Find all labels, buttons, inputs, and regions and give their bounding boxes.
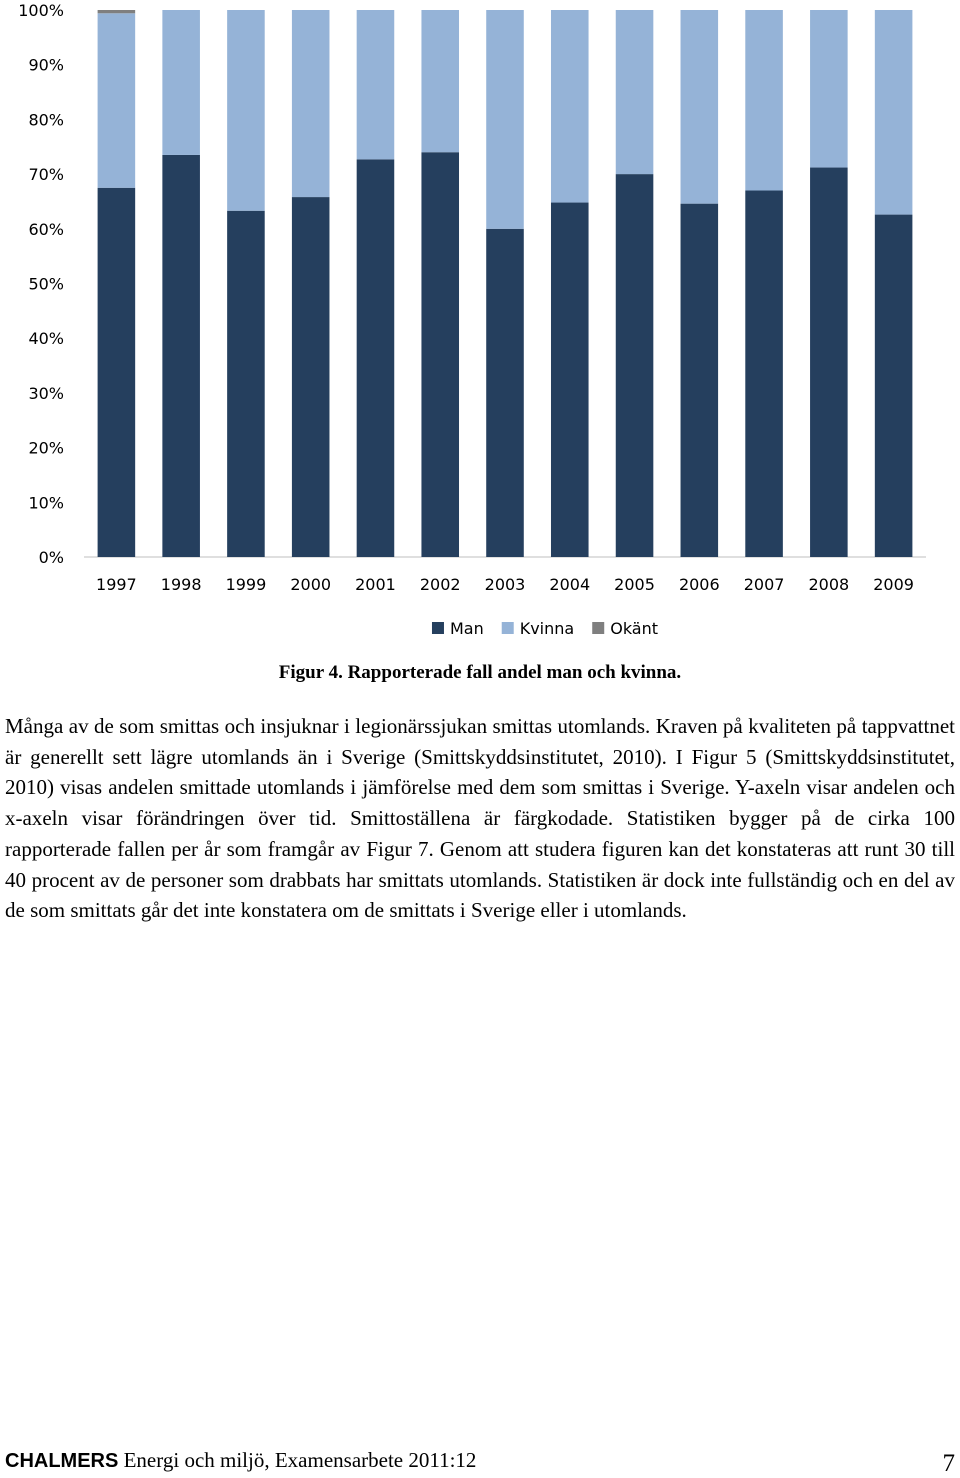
legend-swatch-kvinna (502, 622, 514, 634)
bar-segment-kvinna (551, 10, 589, 203)
bar-segment-man (875, 215, 913, 557)
y-tick-label: 10% (28, 493, 64, 513)
bar-segment-kvinna (875, 10, 913, 215)
bar-segment-kvinna (745, 10, 783, 191)
chart-legend (432, 619, 658, 638)
x-tick-label: 2002 (419, 575, 461, 594)
footer-text: Energi och miljö, Examensarbete 2011:12 (123, 1448, 477, 1472)
bar-segment-kvinna (421, 10, 459, 152)
bar-segment-okänt (98, 10, 136, 13)
x-tick-label: 1999 (225, 575, 267, 594)
x-tick-label: 2001 (355, 575, 396, 594)
y-tick-label: 30% (28, 383, 64, 403)
x-tick-label: 2006 (678, 575, 720, 594)
y-tick-label: 90% (28, 55, 64, 75)
x-tick-label: 2007 (743, 575, 785, 594)
x-tick-label: 2005 (614, 575, 655, 594)
x-tick-label: 2004 (549, 575, 591, 594)
y-tick-label: 60% (28, 219, 64, 239)
bar-segment-kvinna (486, 10, 524, 229)
bar-segment-kvinna (162, 10, 200, 155)
bar-segment-man (551, 203, 589, 557)
bar-segment-man (745, 191, 783, 557)
bar-segment-kvinna (98, 13, 136, 187)
y-tick-label: 50% (28, 274, 64, 294)
bar-segment-man (486, 229, 524, 557)
legend-swatch-man (432, 622, 444, 634)
figure-caption: Figur 4. Rapporterade fall andel man och kvinna. (278, 662, 682, 683)
legend-swatch-okänt (592, 622, 604, 634)
bar-group (98, 10, 913, 557)
y-axis-tick-labels (18, 1, 64, 567)
x-tick-label: 2000 (290, 575, 332, 594)
legend-label: Kvinna (519, 619, 575, 638)
bar-segment-man (357, 159, 395, 557)
y-tick-label: 70% (28, 165, 64, 185)
bar-segment-man (616, 174, 654, 557)
footer-brand: CHALMERS (5, 1450, 119, 1472)
legend-label: Man (449, 619, 484, 638)
bar-segment-man (810, 168, 848, 557)
y-tick-label: 40% (28, 329, 64, 349)
bar-segment-man (421, 152, 459, 557)
y-tick-label: 0% (38, 548, 64, 567)
bar-segment-kvinna (616, 10, 654, 174)
x-tick-label: 1998 (160, 575, 202, 594)
x-tick-label: 1997 (96, 575, 137, 594)
body-paragraph: Många av de som smittas och insjuknar i legionärssjukan smittas utomlands. Kraven på kvaliteten på tappvattnet är generellt sett lägre utomlands än i Sverige (Smittskyddsinstitutet, 2010). I Figur 5 (Smittskyddsinstitutet, 2010) visas andelen smittade utomlands i jämförelse med dem som smittas i Sverige. Y-axeln visar andelen och x-axeln visar förändringen över tid. Smittoställena är färgkodade. Statistiken bygger på de cirka 100 rapporterade fallen per år som framgår av Figur 7. Genom att studera figuren kan det konstateras att runt 30 till 40 procent av de personer som drabbats har smittats utomlands. Statistiken är dock inte fullständig och en del av de som smittats går det inte konstatera om de smittats i Sverige eller i utomlands. (5, 714, 955, 923)
y-tick-label: 20% (28, 438, 64, 458)
bar-segment-kvinna (292, 10, 330, 197)
stacked-bar-chart (0, 0, 960, 660)
bar-segment-man (227, 211, 265, 557)
bar-segment-man (292, 197, 330, 557)
legend-label: Okänt (610, 619, 659, 638)
y-tick-label: 80% (28, 110, 64, 130)
y-tick-label: 100% (18, 1, 64, 20)
bar-segment-kvinna (227, 10, 265, 211)
bar-segment-man (98, 188, 136, 557)
x-tick-label: 2003 (484, 575, 526, 594)
page-number: 7 (942, 1450, 955, 1477)
bar-segment-man (162, 155, 200, 557)
bar-segment-kvinna (681, 10, 719, 204)
page-footer (5, 1448, 955, 1476)
x-tick-label: 2008 (808, 575, 850, 594)
bar-segment-kvinna (810, 10, 848, 168)
x-tick-label: 2009 (873, 575, 914, 594)
bar-segment-kvinna (357, 10, 395, 159)
bar-segment-man (681, 204, 719, 557)
x-axis-tick-labels (96, 575, 914, 594)
